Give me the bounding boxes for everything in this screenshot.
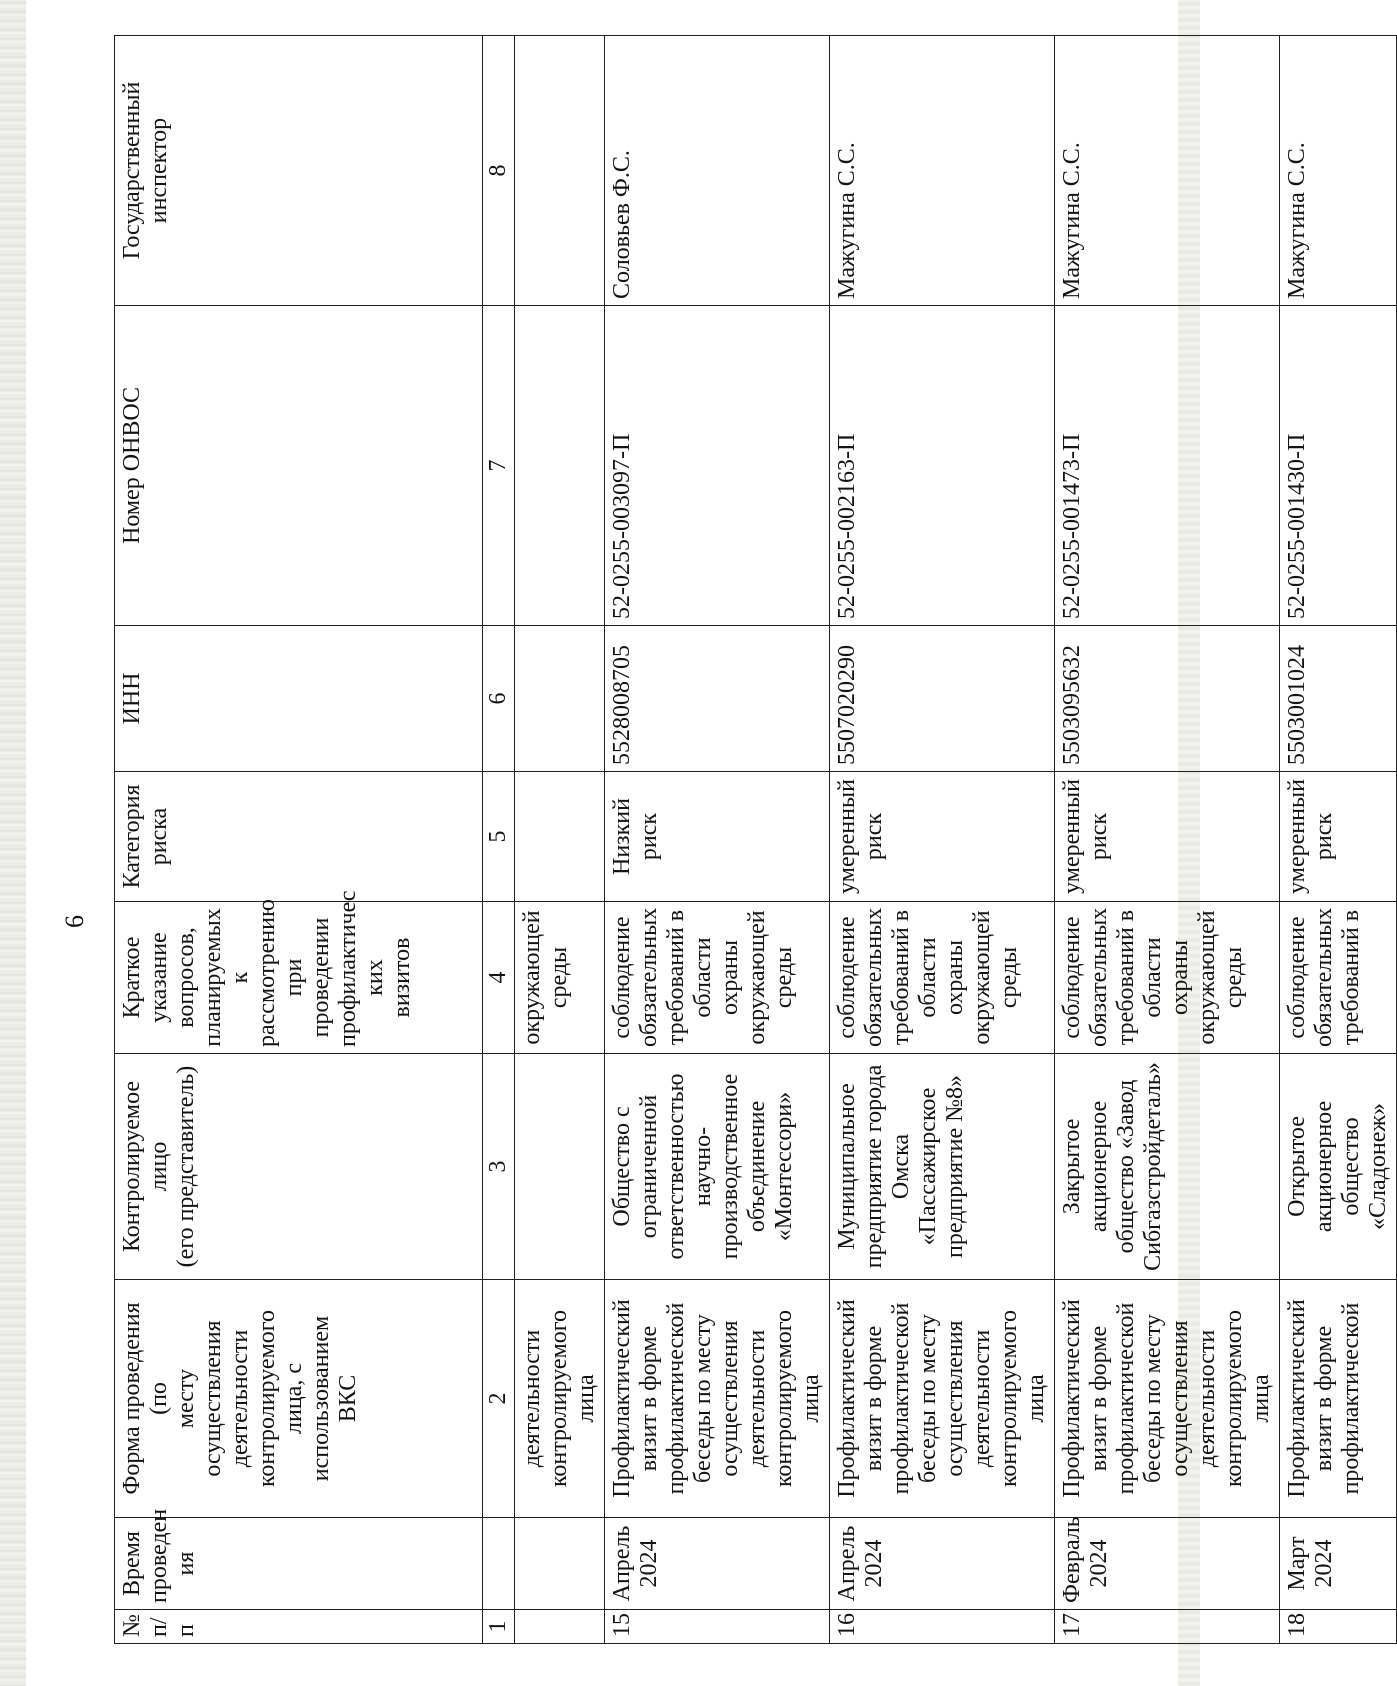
continuation-cell xyxy=(515,1610,605,1644)
continuation-row xyxy=(515,36,605,1644)
row-form: Профилактический визит в форме профилактической беседы по месту осуществления деятельности контролируемого лица xyxy=(1055,1280,1280,1518)
continuation-cell xyxy=(515,1518,605,1610)
row-entity: Муниципальное предприятие города Омска «Пассажирское предприятие №8» xyxy=(830,1054,1055,1280)
row-risk: умеренный риск xyxy=(830,772,1055,902)
row-inspector: Соловьев Ф.С. xyxy=(605,36,830,306)
row-issues: соблюдение обязательных требований в xyxy=(1280,902,1397,1054)
column-number-cell: 5 xyxy=(483,772,515,902)
continuation-cell xyxy=(515,306,605,626)
row-risk: Низкий риск xyxy=(605,772,830,902)
row-issues: соблюдение обязательных требований в области охраны окружающей среды xyxy=(605,902,830,1054)
row-risk: умеренный риск xyxy=(1280,772,1397,902)
header-cell-entity: Контролируемое лицо (его представитель) xyxy=(115,1054,483,1280)
table-row xyxy=(605,36,830,1644)
row-time: Апрель 2024 xyxy=(830,1518,1055,1610)
row-time: Февраль 2024 xyxy=(1055,1518,1280,1610)
column-number-cell xyxy=(483,1518,515,1610)
row-inspector: Мажугина С.С. xyxy=(1280,36,1397,306)
column-number-cell: 1 xyxy=(483,1610,515,1644)
continuation-cell xyxy=(515,36,605,306)
table-row xyxy=(830,36,1055,1644)
row-form: Профилактический визит в форме профилактической беседы по месту осуществления деятельности контролируемого лица xyxy=(830,1280,1055,1518)
column-number-cell: 8 xyxy=(483,36,515,306)
row-inn: 5503001024 xyxy=(1280,626,1397,772)
row-number: 18 xyxy=(1280,1610,1397,1644)
column-number-cell: 7 xyxy=(483,306,515,626)
row-issues: соблюдение обязательных требований в области охраны окружающей среды xyxy=(830,902,1055,1054)
row-inspector: Мажугина С.С. xyxy=(1055,36,1280,306)
row-entity: Открытое акционерное общество «Сладонеж» xyxy=(1280,1054,1397,1280)
column-number-cell: 3 xyxy=(483,1054,515,1280)
row-inn: 5507020290 xyxy=(830,626,1055,772)
continuation-cell xyxy=(515,772,605,902)
row-time: Апрель 2024 xyxy=(605,1518,830,1610)
header-cell-inn: ИНН xyxy=(115,626,483,772)
row-inspector: Мажугина С.С. xyxy=(830,36,1055,306)
header-cell-issues: Краткое указание вопросов, планируемых к рассмотрению при проведении профилактичес ких визитов xyxy=(115,902,483,1054)
row-form: Профилактический визит в форме профилактической беседы по месту осуществления деятельности контролируемого лица xyxy=(605,1280,830,1518)
table-row xyxy=(1055,36,1280,1644)
scan-edge-left xyxy=(0,0,26,1686)
row-onvos: 52-0255-001473-П xyxy=(1055,306,1280,626)
row-onvos: 52-0255-003097-П xyxy=(605,306,830,626)
row-number: 16 xyxy=(830,1610,1055,1644)
column-number-cell: 4 xyxy=(483,902,515,1054)
table-row xyxy=(1280,36,1397,1644)
row-form: Профилактический визит в форме профилактической xyxy=(1280,1280,1397,1518)
header-cell-time: Время проведен ия xyxy=(115,1518,483,1610)
header-cell-onvos: Номер ОНВОС xyxy=(115,306,483,626)
row-number: 17 xyxy=(1055,1610,1280,1644)
header-cell-risk: Категория риска xyxy=(115,772,483,902)
row-risk: умеренный риск xyxy=(1055,772,1280,902)
row-number: 15 xyxy=(605,1610,830,1644)
rotated-table-container xyxy=(114,36,1391,1644)
continuation-cell xyxy=(515,626,605,772)
row-onvos: 52-0255-002163-П xyxy=(830,306,1055,626)
continuation-cell xyxy=(515,1054,605,1280)
column-number-cell: 6 xyxy=(483,626,515,772)
continuation-cell: окружающей среды xyxy=(515,902,605,1054)
row-time: Март 2024 xyxy=(1280,1518,1397,1610)
inspection-plan-table xyxy=(114,35,1397,1644)
row-entity: Закрытое акционерное общество «Завод Сибгазстройдеталь» xyxy=(1055,1054,1280,1280)
header-row xyxy=(115,36,483,1644)
column-number-cell: 2 xyxy=(483,1280,515,1518)
header-cell-form: Форма проведения (по месту осуществления деятельности контролируемого лица, с использованием ВКС xyxy=(115,1280,483,1518)
header-cell-inspector: Государственный инспектор xyxy=(115,36,483,306)
row-inn: 5528008705 xyxy=(605,626,830,772)
continuation-cell: деятельности контролируемого лица xyxy=(515,1280,605,1518)
column-numbers-row xyxy=(483,36,515,1644)
row-inn: 5503095632 xyxy=(1055,626,1280,772)
row-onvos: 52-0255-001430-П xyxy=(1280,306,1397,626)
row-entity: Общество с ограниченной ответственностью научно- производственное объединение «Монтессори» xyxy=(605,1054,830,1280)
row-issues: соблюдение обязательных требований в области охраны окружающей среды xyxy=(1055,902,1280,1054)
header-cell-number: № п/п xyxy=(115,1610,483,1644)
